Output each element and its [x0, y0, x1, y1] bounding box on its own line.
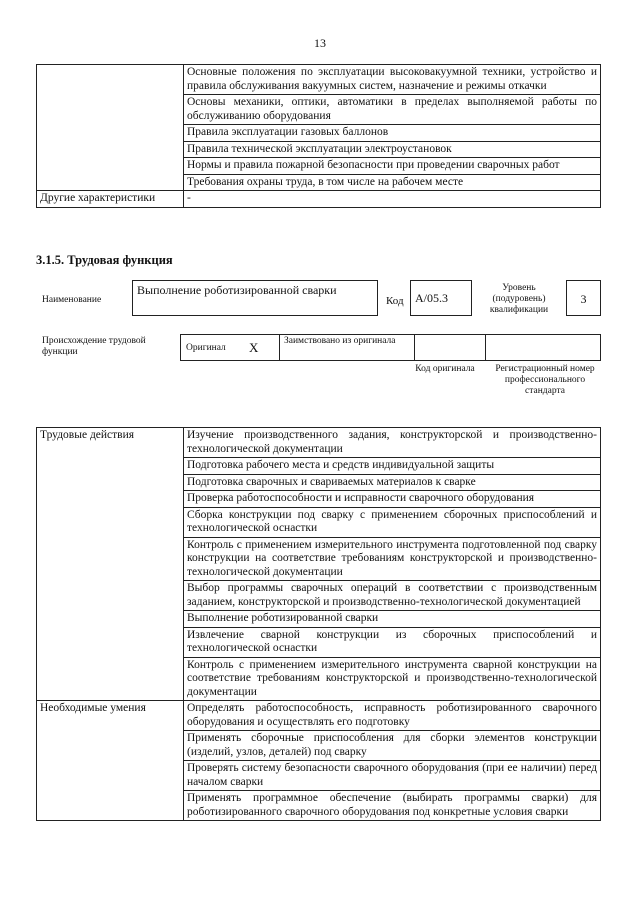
other-characteristics-label: Другие характеристики [37, 191, 184, 208]
original-mark: Х [249, 340, 259, 355]
level-label: Уровень (подуровень) квалификации [489, 283, 549, 315]
code-value: А/05.3 [410, 280, 472, 316]
table-cell: Проверка работоспособности и исправности сварочного оборудования [184, 491, 601, 508]
original-label: Оригинал [186, 343, 226, 353]
table-cell: Основы механики, оптики, автоматики в пределах выполняемой работы по обслуживанию оборудования [184, 95, 601, 125]
origin-box [180, 334, 601, 361]
table-cell: Правила эксплуатации газовых баллонов [184, 125, 601, 142]
table-cell: Основные положения по эксплуатации высоковакуумной техники, устройство и правила обслуживания вакуумных систем, назначение и режимы откачки [184, 65, 601, 95]
origin-label: Происхождение трудовой функции [42, 336, 146, 357]
table-cell: Проверять систему безопасности сварочного оборудования (при ее наличии) перед началом сварки [184, 761, 601, 791]
code-label: Код [386, 295, 404, 307]
table-cell: Требования охраны труда, в том числе на рабочем месте [184, 174, 601, 191]
divider [414, 335, 415, 360]
table-cell: Определять работоспособность, исправность роботизированного сварочного оборудования и осуществлять его подготовку [184, 701, 601, 731]
table-cell: Выполнение роботизированной сварки [184, 611, 601, 628]
knowledge-table [36, 64, 601, 208]
divider [279, 335, 280, 360]
table-row [37, 191, 601, 208]
table-cell: Подготовка сварочных и свариваемых материалов к сварке [184, 474, 601, 491]
table-row [37, 428, 601, 458]
table-cell: Применять сборочные приспособления для сборки элементов конструкции (изделий, узлов, деталей) под сварку [184, 731, 601, 761]
page-number: 13 [314, 36, 326, 50]
registration-caption: Регистрационный номер профессионального стандарта [495, 364, 595, 396]
skills-label: Необходимые умения [37, 701, 184, 821]
name-label: Наименование [42, 295, 102, 305]
table-row [37, 65, 601, 95]
table-cell: Контроль с применением измерительного инструмента сварной конструкции на соответствие требованиям конструкторской и производственно-технологической документации [184, 657, 601, 701]
table-cell: Подготовка рабочего места и средств индивидуальной защиты [184, 458, 601, 475]
name-value: Выполнение роботизированной сварки [132, 280, 378, 316]
section-title: 3.1.5. Трудовая функция [36, 253, 173, 267]
actions-label: Трудовые действия [37, 428, 184, 701]
function-table [36, 427, 601, 821]
table-cell: Изучение производственного задания, конструкторской и производственно-технологической документации [184, 428, 601, 458]
table-cell: Применять программное обеспечение (выбирать программы сварки) для роботизированного сварочного оборудования под конкретные условия сварки [184, 791, 601, 821]
table-cell: Извлечение сварной конструкции из сборочных приспособлений и технологической оснастки [184, 627, 601, 657]
borrowed-label: Заимствовано из оригинала [284, 336, 396, 346]
table-cell: Нормы и правила пожарной безопасности при проведении сварочных работ [184, 158, 601, 175]
table-cell: Правила технической эксплуатации электроустановок [184, 141, 601, 158]
table-cell: Контроль с применением измерительного инструмента подготовленной под сварку конструкции на соответствие требованиям конструкторской и производственно-технологической документации [184, 537, 601, 581]
level-value: 3 [566, 280, 601, 316]
code-caption: Код оригинала [415, 364, 475, 374]
other-characteristics-value: - [184, 191, 601, 208]
table-cell: Выбор программы сварочных операций в соответствии с производственным заданием, конструкторской и производственно-технологической документацией [184, 581, 601, 611]
table-label-cell [37, 65, 184, 191]
table-row [37, 701, 601, 731]
table-cell: Сборка конструкции под сварку с применением сборочных приспособлений и технологической оснастки [184, 507, 601, 537]
divider [485, 335, 486, 360]
